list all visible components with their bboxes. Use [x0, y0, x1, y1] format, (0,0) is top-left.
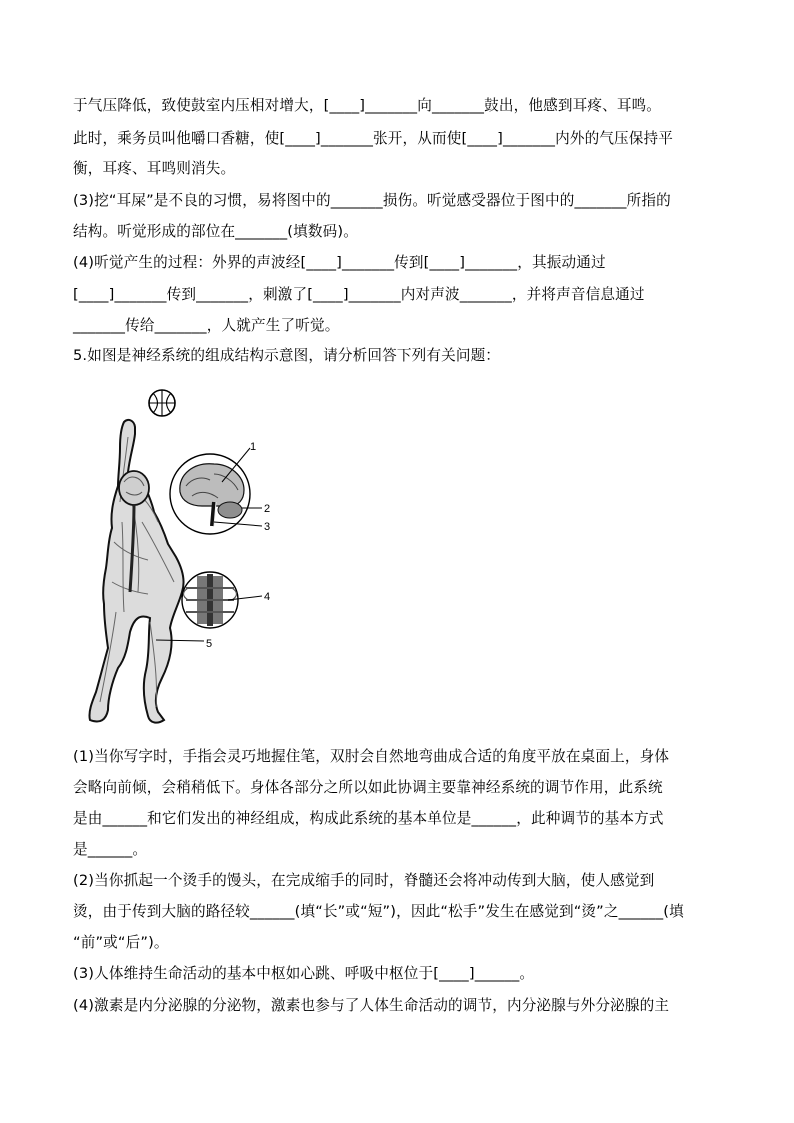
question-5-title: 5.如图是神经系统的组成结构示意图，请分析回答下列有关问题： — [73, 347, 501, 364]
label-1: 1 — [250, 441, 257, 453]
text-line: 结构。听觉形成的部位在_______(填数码)。 — [73, 223, 358, 240]
text-line: [____]_______传到_______，刺激了[____]_______内对声波_______，并将声音信息通过 — [73, 286, 645, 303]
human-figure-icon — [89, 420, 183, 723]
text-line: 是由______和它们发出的神经组成，构成此系统的基本单位是______，此种调节的基本方式 — [73, 810, 664, 827]
label-2: 2 — [264, 503, 271, 515]
nervous-system-figure — [78, 382, 288, 727]
text-line: (3)挖“耳屎”是不良的习惯，易将图中的_______损伤。听觉感受器位于图中的_______所指的 — [73, 192, 671, 209]
label-5: 5 — [206, 638, 213, 650]
text-line: (3)人体维持生命活动的基本中枢如心跳、呼吸中枢位于[____]______。 — [73, 965, 535, 982]
text-line: “前”或“后”)。 — [73, 934, 169, 951]
text-line: 此时，乘务员叫他嚼口香糖，使[____]_______张开，从而使[____]_______内外的气压保持平 — [73, 130, 674, 147]
text-line: 会略向前倾，会稍稍低下。身体各部分之所以如此协调主要靠神经系统的调节作用，此系统 — [73, 779, 663, 796]
label-3: 3 — [264, 521, 271, 533]
text-line: (1)当你写字时，手指会灵巧地握住笔，双肘会自然地弯曲成合适的角度平放在桌面上，身体 — [73, 748, 670, 765]
text-line: (4)激素是内分泌腺的分泌物，激素也参与了人体生命活动的调节，内分泌腺与外分泌腺的主 — [73, 997, 670, 1014]
label-4: 4 — [264, 591, 271, 603]
text-line: (2)当你抓起一个烫手的馒头，在完成缩手的同时，脊髓还会将冲动传到大脑，使人感觉到 — [73, 872, 655, 889]
text-line: 于气压降低，致使鼓室内压相对增大，[____]_______向_______鼓出，他感到耳疼、耳鸣。 — [73, 97, 662, 114]
text-line: 衡，耳疼、耳鸣则消失。 — [73, 160, 236, 177]
basketball-icon — [149, 390, 175, 416]
brain-diagram — [170, 454, 250, 534]
text-line: 烫，由于传到大脑的路径较______(填“长”或“短”)，因此“松手”发生在感觉到“烫”之______(填 — [73, 903, 684, 920]
text-line: 是______。 — [73, 841, 148, 858]
text-line: _______传给_______，人就产生了听觉。 — [73, 317, 340, 334]
text-line: (4)听觉产生的过程：外界的声波经[____]_______传到[____]_______，其振动通过 — [73, 254, 606, 271]
